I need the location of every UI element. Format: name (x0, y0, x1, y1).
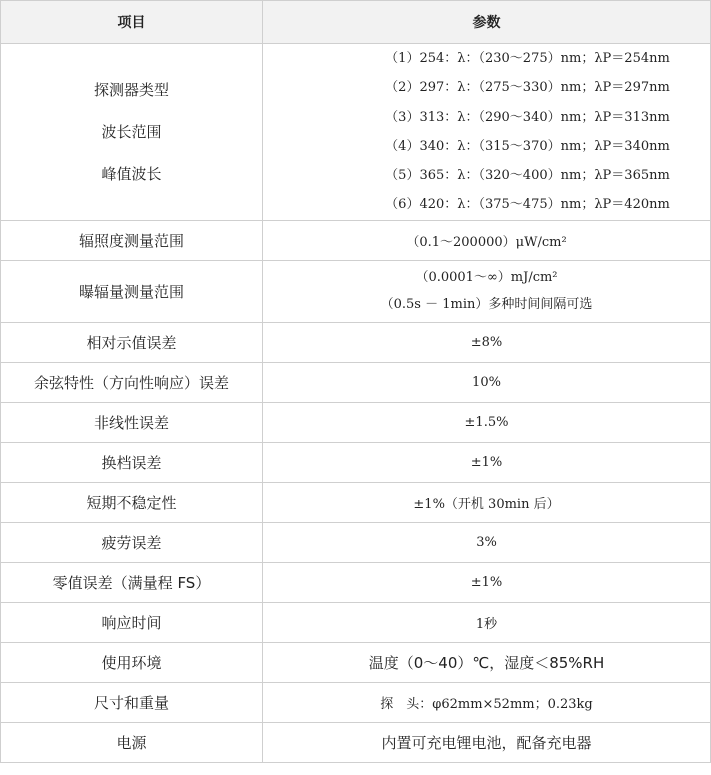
irradiance-row (1, 220, 711, 260)
table-row (1, 482, 711, 522)
range-line: （2）297：λ：（275～330）nm；λP＝297nm (385, 80, 670, 96)
table-row (1, 442, 711, 482)
range-line: （3）313：λ：（290～340）nm；λP＝313nm (385, 109, 670, 125)
table-row (1, 562, 711, 602)
row-label: 余弦特性（方向性响应）误差 (1, 362, 263, 402)
header-item: 项目 (1, 1, 263, 44)
row-value: ±8% (263, 322, 711, 362)
row-value: ±1% (263, 562, 711, 602)
row-label: 使用环境 (1, 642, 263, 682)
header-param: 参数 (263, 1, 711, 44)
peak-wavelength-label: 峰值波长 (101, 164, 162, 183)
row-value: 探 头：φ62mm×52mm；0.23kg (263, 682, 711, 722)
row-label: 相对示值误差 (1, 322, 263, 362)
row-label: 电源 (1, 722, 263, 762)
row-value: ±1.5% (263, 402, 711, 442)
exposure-value-cell (263, 260, 711, 322)
row-label: 换档误差 (1, 442, 263, 482)
table-row (1, 642, 711, 682)
row-value: 内置可充电锂电池，配备充电器 (263, 722, 711, 762)
exposure-range: （0.0001～∞）mJ/cm² (415, 270, 558, 286)
row-label: 零值误差（满量程 FS） (1, 562, 263, 602)
row-value: ±1%（开机 30min 后） (263, 482, 711, 522)
row-value: 1秒 (263, 602, 711, 642)
table-row (1, 722, 711, 762)
row-value: 3% (263, 522, 711, 562)
wavelength-range-label: 波长范围 (101, 122, 162, 141)
table-row (1, 522, 711, 562)
row-label: 非线性误差 (1, 402, 263, 442)
row-value: 温度（0～40）℃，湿度＜85%RH (263, 642, 711, 682)
detector-ranges-cell (263, 44, 711, 221)
range-line: （6）420：λ：（375～475）nm；λP＝420nm (385, 197, 670, 213)
range-line: （4）340：λ：（315～370）nm；λP＝340nm (385, 138, 670, 154)
range-line: （1）254：λ：（230～275）nm；λP＝254nm (385, 51, 670, 66)
table-row (1, 602, 711, 642)
table-row (1, 402, 711, 442)
table-row (1, 322, 711, 362)
range-line: （5）365：λ：（320～400）nm；λP＝365nm (385, 168, 670, 184)
table-row (1, 362, 711, 402)
detector-row (1, 44, 711, 221)
row-label: 响应时间 (1, 602, 263, 642)
exposure-row (1, 260, 711, 322)
row-value: 10% (263, 362, 711, 402)
irradiance-value: （0.1～200000）μW/cm² (263, 220, 711, 260)
row-value: ±1% (263, 442, 711, 482)
detector-type-label: 探测器类型 (93, 80, 169, 99)
detector-labels-cell (1, 44, 263, 221)
row-label: 短期不稳定性 (1, 482, 263, 522)
row-label: 疲劳误差 (1, 522, 263, 562)
table-row (1, 682, 711, 722)
header-row (1, 1, 711, 44)
exposure-intervals: （0.5s － 1min）多种时间间隔可选 (380, 297, 593, 313)
row-label: 尺寸和重量 (1, 682, 263, 722)
exposure-label: 曝辐量测量范围 (1, 260, 263, 322)
irradiance-label: 辐照度测量范围 (1, 220, 263, 260)
